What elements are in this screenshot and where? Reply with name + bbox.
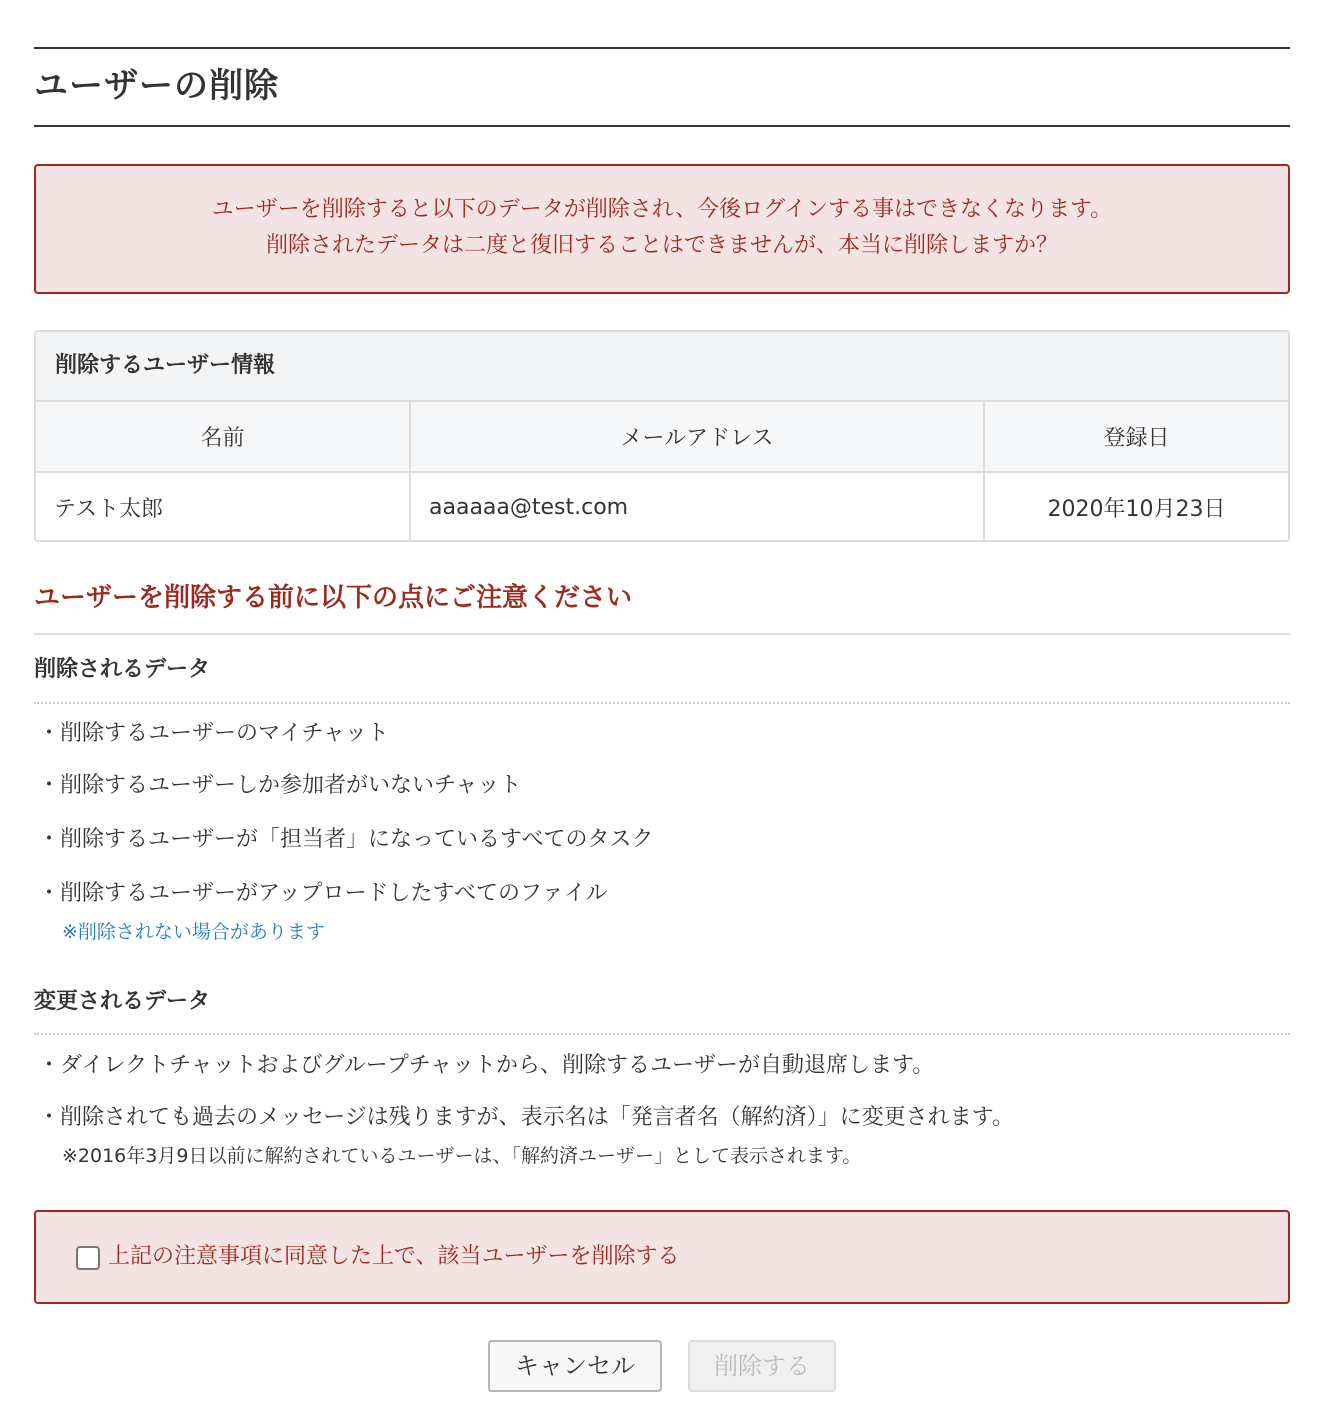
list-item: ・削除するユーザーしか参加者がいないチャット — [38, 773, 522, 798]
changed-data-heading: 変更されるデータ — [34, 989, 211, 1014]
table-header-row — [36, 402, 1288, 472]
delete-warning-alert — [34, 164, 1290, 294]
table-row — [36, 472, 1288, 542]
delete-button[interactable]: 削除する — [688, 1340, 836, 1392]
user-registered-cell: 2020年10月23日 — [984, 472, 1288, 542]
notice-title: ユーザーを削除する前に以下の点にご注意ください — [34, 583, 633, 613]
page-title: ユーザーの削除 — [34, 66, 279, 106]
list-item: ・削除されても過去のメッセージは残りますが、表示名は「発言者名（解約済）」に変更されます。 — [38, 1105, 1014, 1130]
top-divider — [34, 47, 1290, 49]
column-header-email: メールアドレス — [410, 402, 984, 472]
cancel-button[interactable]: キャンセル — [488, 1340, 662, 1392]
user-email-cell: aaaaaa@test.com — [410, 472, 984, 542]
alert-line-2: 削除されたデータは二度と復旧することはできませんが、本当に削除しますか？ — [265, 233, 1058, 258]
user-info-panel — [34, 330, 1290, 542]
list-item: ・ダイレクトチャットおよびグループチャットから、削除するユーザーが自動退席します。 — [38, 1053, 935, 1078]
column-header-registered: 登録日 — [984, 402, 1288, 472]
agreement-label[interactable]: 上記の注意事項に同意した上で、該当ユーザーを削除する — [108, 1244, 680, 1269]
list-item: ・削除するユーザーがアップロードしたすべてのファイル — [38, 881, 608, 906]
list-item: ・削除するユーザーが「担当者」になっているすべてのタスク — [38, 827, 654, 852]
changed-data-note: ※2016年3月9日以前に解約されているユーザーは、「解約済ユーザー」として表示されます。 — [62, 1145, 862, 1167]
column-header-name: 名前 — [36, 402, 410, 472]
deleted-data-heading: 削除されるデータ — [34, 657, 211, 682]
alert-line-1: ユーザーを削除すると以下のデータが削除され、今後ログインする事はできなくなります。 — [211, 197, 1113, 222]
deleted-data-divider — [34, 702, 1290, 704]
title-divider — [34, 125, 1290, 127]
list-item: ・削除するユーザーのマイチャット — [38, 721, 389, 746]
user-info-table — [36, 402, 1288, 542]
changed-data-divider — [34, 1033, 1290, 1035]
agreement-checkbox[interactable] — [76, 1246, 100, 1270]
notice-divider — [34, 633, 1290, 635]
agreement-box — [34, 1210, 1290, 1304]
user-name-cell: テスト太郎 — [36, 472, 410, 542]
user-info-heading: 削除するユーザー情報 — [36, 332, 1288, 402]
deleted-data-note: ※削除されない場合があります — [62, 921, 325, 943]
